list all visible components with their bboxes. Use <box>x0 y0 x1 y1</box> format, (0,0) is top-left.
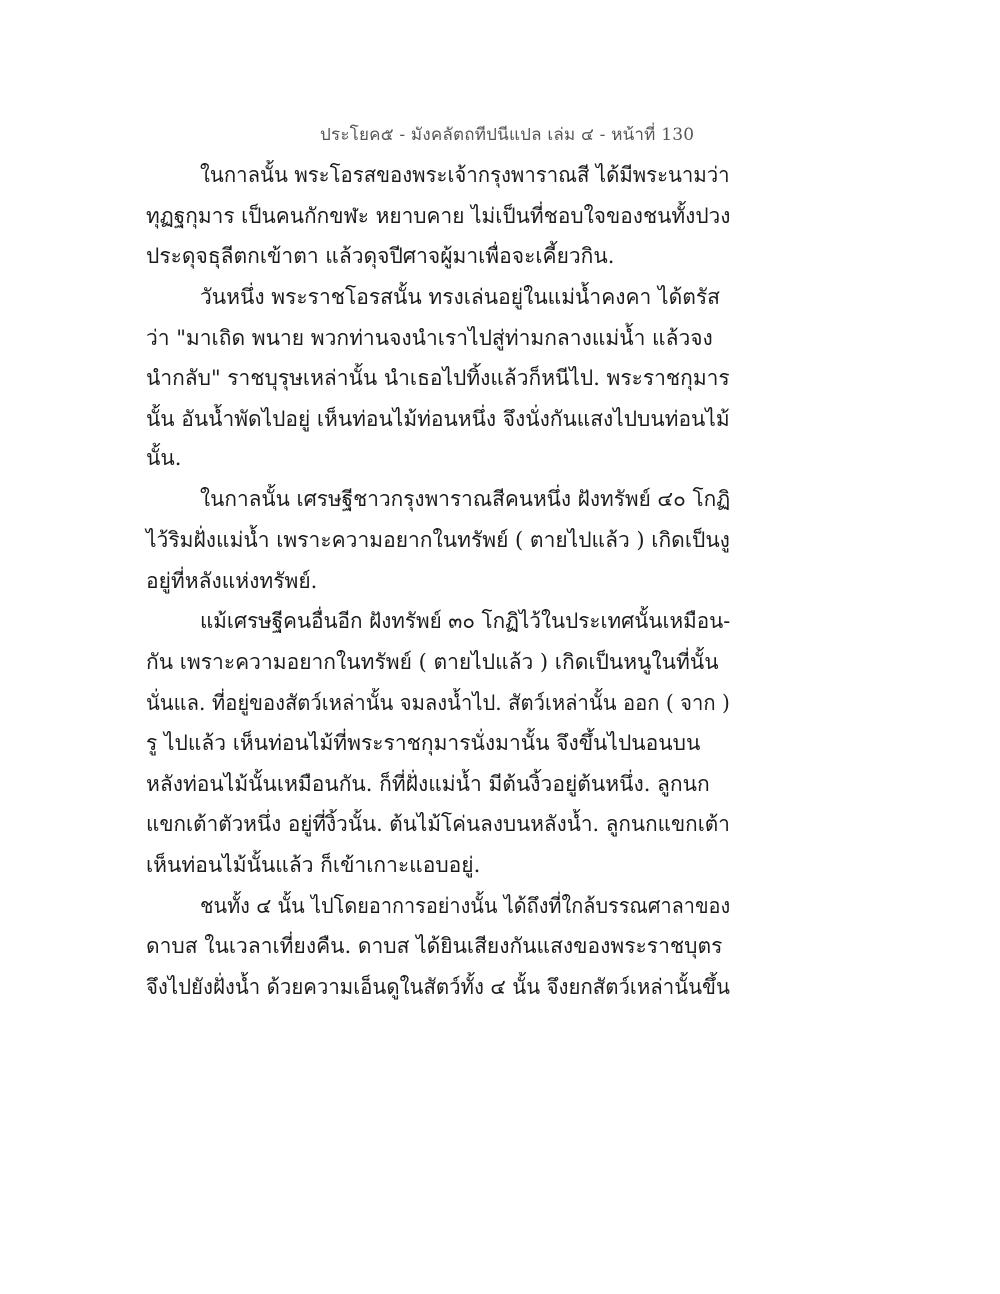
text-line: นั่นแล. ที่อยู่ของสัตว์เหล่านั้น จมลงน้ำไป. สัตว์เหล่านั้น ออก ( จาก ) <box>146 691 730 715</box>
text-line: นำกลับ" ราชบุรุษเหล่านั้น นำเธอไปทิ้งแล้วก็หนีไป. พระราชกุมาร <box>146 366 730 390</box>
text-line: ในกาลนั้น พระโอรสของพระเจ้ากรุงพาราณสี ได้มีพระนามว่า <box>200 163 730 187</box>
text-line: กัน เพราะความอยากในทรัพย์ ( ตายไปแล้ว ) เกิดเป็นหนูในที่นั้น <box>146 650 719 674</box>
text-line: วันหนึ่ง พระราชโอรสนั้น ทรงเล่นอยู่ในแม่น้ำคงคา ได้ตรัส <box>200 285 720 309</box>
text-line: รู ไปแล้ว เห็นท่อนไม้ที่พระราชกุมารนั่งมานั้น จึงขึ้นไปนอนบน <box>146 731 701 755</box>
text-line: ชนทั้ง ๔ นั้น ไปโดยอาการอย่างนั้น ได้ถึงที่ใกล้บรรณศาลาของ <box>200 894 731 918</box>
text-line: แม้เศรษฐีคนอื่นอีก ฝังทรัพย์ ๓๐ โกฏิไว้ในประเทศนั้นเหมือน- <box>200 609 731 633</box>
text-line: แขกเต้าตัวหนึ่ง อยู่ที่งิ้วนั้น. ต้นไม้โค่นลงบนหลังน้ำ. ลูกนกแขกเต้า <box>146 812 730 836</box>
page-header: ประโยค๕ - มังคลัตถทีปนีแปล เล่ม ๔ - หน้าที่ 130 <box>320 125 695 145</box>
text-line: ไว้ริมฝั่งแม่น้ำ เพราะความอยากในทรัพย์ ( ตายไปแล้ว ) เกิดเป็นงู <box>146 528 730 552</box>
text-line: นั้น. <box>146 446 182 470</box>
text-line: นั้น อันน้ำพัดไปอยู่ เห็นท่อนไม้ท่อนหนึ่ง จึงนั่งกันแสงไปบนท่อนไม้ <box>146 407 730 431</box>
text-line: ดาบส ในเวลาเที่ยงคืน. ดาบส ได้ยินเสียงกันแสงของพระราชบุตร <box>146 934 723 958</box>
text-line: จึงไปยังฝั่งน้ำ ด้วยความเอ็นดูในสัตว์ทั้ง ๔ นั้น จึงยกสัตว์เหล่านั้นขึ้น <box>146 975 730 999</box>
text-line: อยู่ที่หลังแห่งทรัพย์. <box>146 569 318 593</box>
text-line: เห็นท่อนไม้นั้นแล้ว ก็เข้าเกาะแอบอยู่. <box>146 853 481 877</box>
text-line: ว่า "มาเถิด พนาย พวกท่านจงนำเราไปสู่ท่ามกลางแม่น้ำ แล้วจง <box>146 326 713 350</box>
text-line: หลังท่อนไม้นั้นเหมือนกัน. ก็ที่ฝั่งแม่น้ำ มีต้นงิ้วอยู่ต้นหนึ่ง. ลูกนก <box>146 772 710 796</box>
text-line: ประดุจธุลีตกเข้าตา แล้วดุจปีศาจผู้มาเพื่อจะเคี้ยวกิน. <box>146 244 615 268</box>
text-line: ในกาลนั้น เศรษฐีชาวกรุงพาราณสีคนหนึ่ง ฝังทรัพย์ ๔๐ โกฏิ <box>200 487 731 511</box>
text-line: ทุฏฐกุมาร เป็นคนกักขฬะ หยาบคาย ไม่เป็นที่ชอบใจของชนทั้งปวง <box>146 204 731 228</box>
